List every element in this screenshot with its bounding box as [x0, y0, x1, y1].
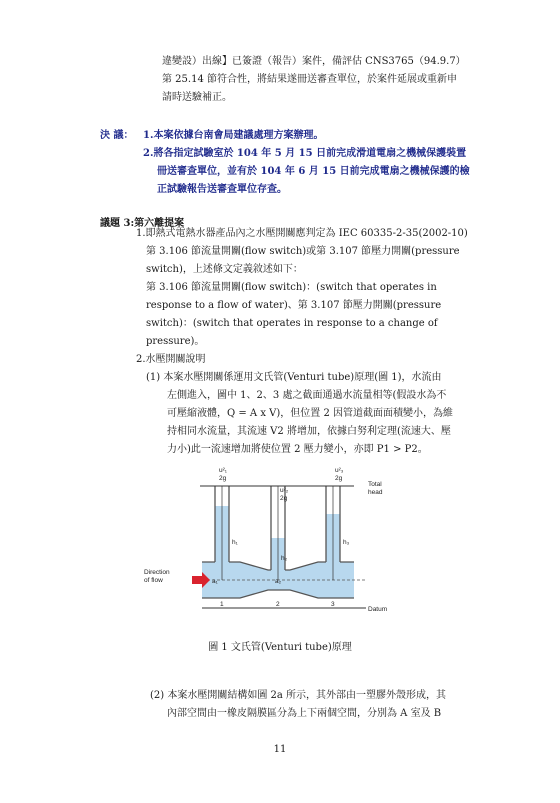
- total-head-label-2: head: [368, 489, 383, 496]
- top-paragraph-line-2: 第 25.14 節符合性，將結果遂冊送審查單位，於案件延展或重新申: [162, 74, 457, 85]
- bottom-paragraph-line-2: 內部空間由一橡皮隔膜區分為上下兩個空間，分別為 A 室及 B: [167, 708, 442, 719]
- head2-den: 2g: [280, 495, 288, 502]
- resolution-item-2-cont-1: 冊送審查單位，並有於 104 年 6 月 15 日前完成電扇之機械保護的檢: [157, 166, 470, 177]
- section-2-label: 2: [276, 601, 280, 608]
- flow-label-1: Direction: [144, 569, 170, 576]
- topic-line-2: 第 3.106 節流量開關(flow switch)或第 3.107 節壓力開關(pressure: [146, 246, 460, 257]
- topic-line-3: switch)，上述條文定義敘述如下：: [146, 264, 303, 275]
- topic-line-5: response to a flow of water)、第 3.107 節壓力開關(pressure: [146, 300, 442, 311]
- datum-label: Datum: [368, 606, 388, 613]
- h1-label: h₁: [232, 539, 238, 546]
- topic-label: 議題 3:第六離提案: [100, 218, 185, 229]
- topic-line-4: 第 3.106 節流量開關(flow switch)：(switch that operates in: [146, 282, 437, 293]
- head1-den: 2g: [219, 475, 227, 482]
- head3-num: u²₃: [335, 467, 344, 474]
- topic-line-1: 1.即熱式電熱水器產品內之水壓開關應判定為 IEC 60335-2-35(2002-10): [136, 228, 468, 239]
- a1-label: a₁: [212, 578, 218, 585]
- h3-label: h₃: [343, 539, 350, 546]
- topic-line-10: 左側進入，圖中 1、2、3 處之截面通過水流量相等(假設水為不: [167, 390, 447, 401]
- section-1-label: 1: [220, 601, 224, 608]
- head2-num: u²₂: [280, 487, 289, 494]
- topic-line-12: 持相同水流量，其流速 V2 將增加，依據白努利定理(流速大、壓: [167, 426, 451, 437]
- head1-num: u²₁: [219, 467, 227, 474]
- section-3-label: 3: [331, 601, 335, 608]
- flow-label-2: of flow: [144, 577, 163, 584]
- resolution-item-2: 2.將各指定試驗室於 104 年 5 月 15 日前完成滑道電扇之機械保護裝置: [143, 148, 467, 159]
- topic-line-13: 力小)此一流速增加將使位置 2 壓力變小，亦即 P1 > P2。: [167, 444, 428, 455]
- bottom-paragraph-line-1: (2) 本案水壓開關結構如圖 2a 所示，其外部由一塑膠外殼形成，其: [150, 690, 447, 701]
- top-paragraph-line-3: 請時送驗補正。: [162, 92, 232, 103]
- topic-line-9: (1) 本案水壓開關係運用文氏管(Venturi tube)原理(圖 1)，水流由: [146, 372, 442, 383]
- topic-line-11: 可壓縮液體，Q = A x V)，但位置 2 因管道截面面積變小，為維: [167, 408, 453, 419]
- topic-line-7: pressure)。: [146, 336, 205, 347]
- topic-subheading-2: 2.水壓開關說明: [136, 354, 206, 365]
- top-paragraph-line-1: 違變設）出線】已簽證（報告）案件，備評估 CNS3765（94.9.7）: [162, 56, 466, 67]
- h2-label: h₂: [281, 555, 288, 562]
- head3-den: 2g: [335, 475, 343, 482]
- venturi-diagram: [140, 462, 402, 620]
- resolution-item-2-cont-2: 正試驗報告送審查單位存查。: [157, 184, 287, 195]
- figure-caption: 圖 1 文氏管(Venturi tube)原理: [208, 642, 352, 653]
- resolution-label: 決 議：: [100, 130, 134, 141]
- page-number: 11: [273, 744, 287, 755]
- resolution-item-1: 1.本案依據台南會局建議處理方案辦理。: [143, 130, 324, 141]
- total-head-label-1: Total: [368, 481, 382, 488]
- a2-label: a₂: [275, 578, 282, 585]
- topic-line-6: switch)：(switch that operates in response to a change of: [146, 318, 438, 329]
